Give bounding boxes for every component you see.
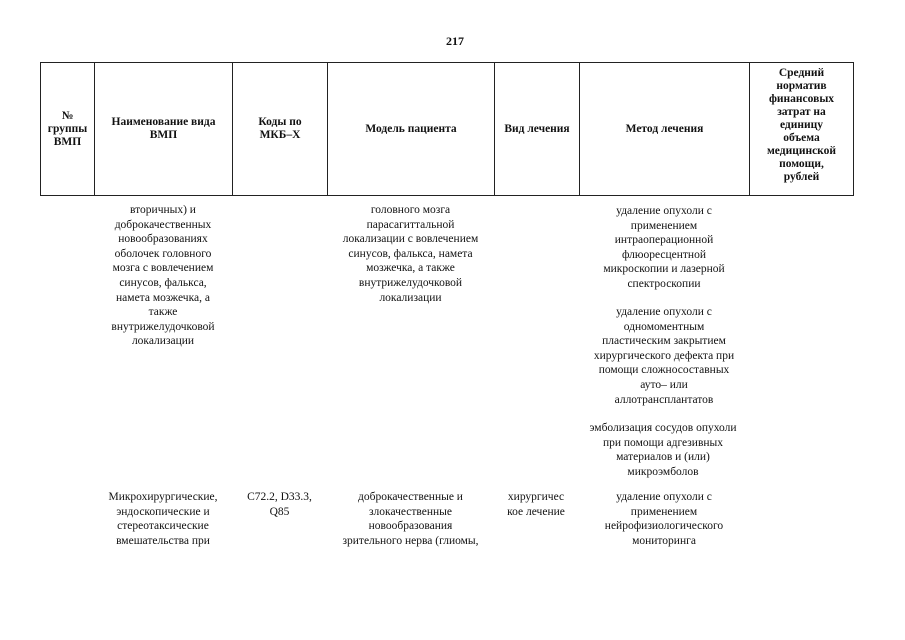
header-treatment-method-label: Метод лечения [625, 122, 704, 135]
page-number: 217 [446, 34, 464, 48]
header-group-no-label: № группы ВМП [47, 109, 88, 148]
block2-patient-model: доброкачественные и злокачественные новообразования зрительного нерва (глиомы, [342, 491, 479, 547]
block2-icd-codes: C72.2, D33.3, Q85 [247, 491, 312, 518]
header-patient-model [328, 63, 495, 196]
header-vmp-name-label: Наименование вида ВМП [111, 116, 216, 141]
header-treatment-method [580, 63, 750, 196]
header-avg-cost [750, 63, 854, 196]
header-vmp-name [95, 63, 233, 196]
block1-method-3: эмболизация сосудов опухоли при помощи адгезивных материалов и (или) микроэмболов [589, 422, 737, 478]
header-patient-model-label: Модель пациента [365, 122, 457, 135]
block1-method-1: удаление опухоли с применением интраоперационной флюоресцентной микроскопии и лазерной спектроскопии [603, 205, 725, 290]
header-icd-codes-label: Коды по МКБ–X [258, 116, 302, 141]
block2-vmp-name: Микрохирургические, эндоскопические и стереотаксические вмешательства при [108, 491, 218, 547]
table-header [40, 62, 854, 196]
header-treatment-type-label: Вид лечения [504, 122, 570, 135]
block1-patient-model: головного мозга парасагиттальной локализации с вовлечением синусов, фалькса, намета мозжечка, а также внутрижелудочковой локализации [342, 204, 479, 304]
block2-treatment-type: хирургичес кое лечение [507, 491, 565, 518]
block2-method-1: удаление опухоли с применением нейрофизиологического мониторинга [604, 491, 724, 547]
block1-method-2: удаление опухоли с одномоментным пластическим закрытием хирургического дефекта при помощи сложносоставных ауто– или аллотрансплантатов [593, 306, 735, 406]
block1-vmp-name: вторичных) и доброкачественных новообразованиях оболочек головного мозга с вовлечением синусов, фалькса, намета мозжечка, а также внутрижелудочковой локализации [111, 204, 215, 348]
header-icd-codes [233, 63, 328, 196]
header-group-no [41, 63, 95, 196]
header-treatment-type [495, 63, 580, 196]
header-avg-cost-label: Средний норматив финансовых затрат на единицу объема медицинской помощи, рублей [766, 67, 837, 183]
